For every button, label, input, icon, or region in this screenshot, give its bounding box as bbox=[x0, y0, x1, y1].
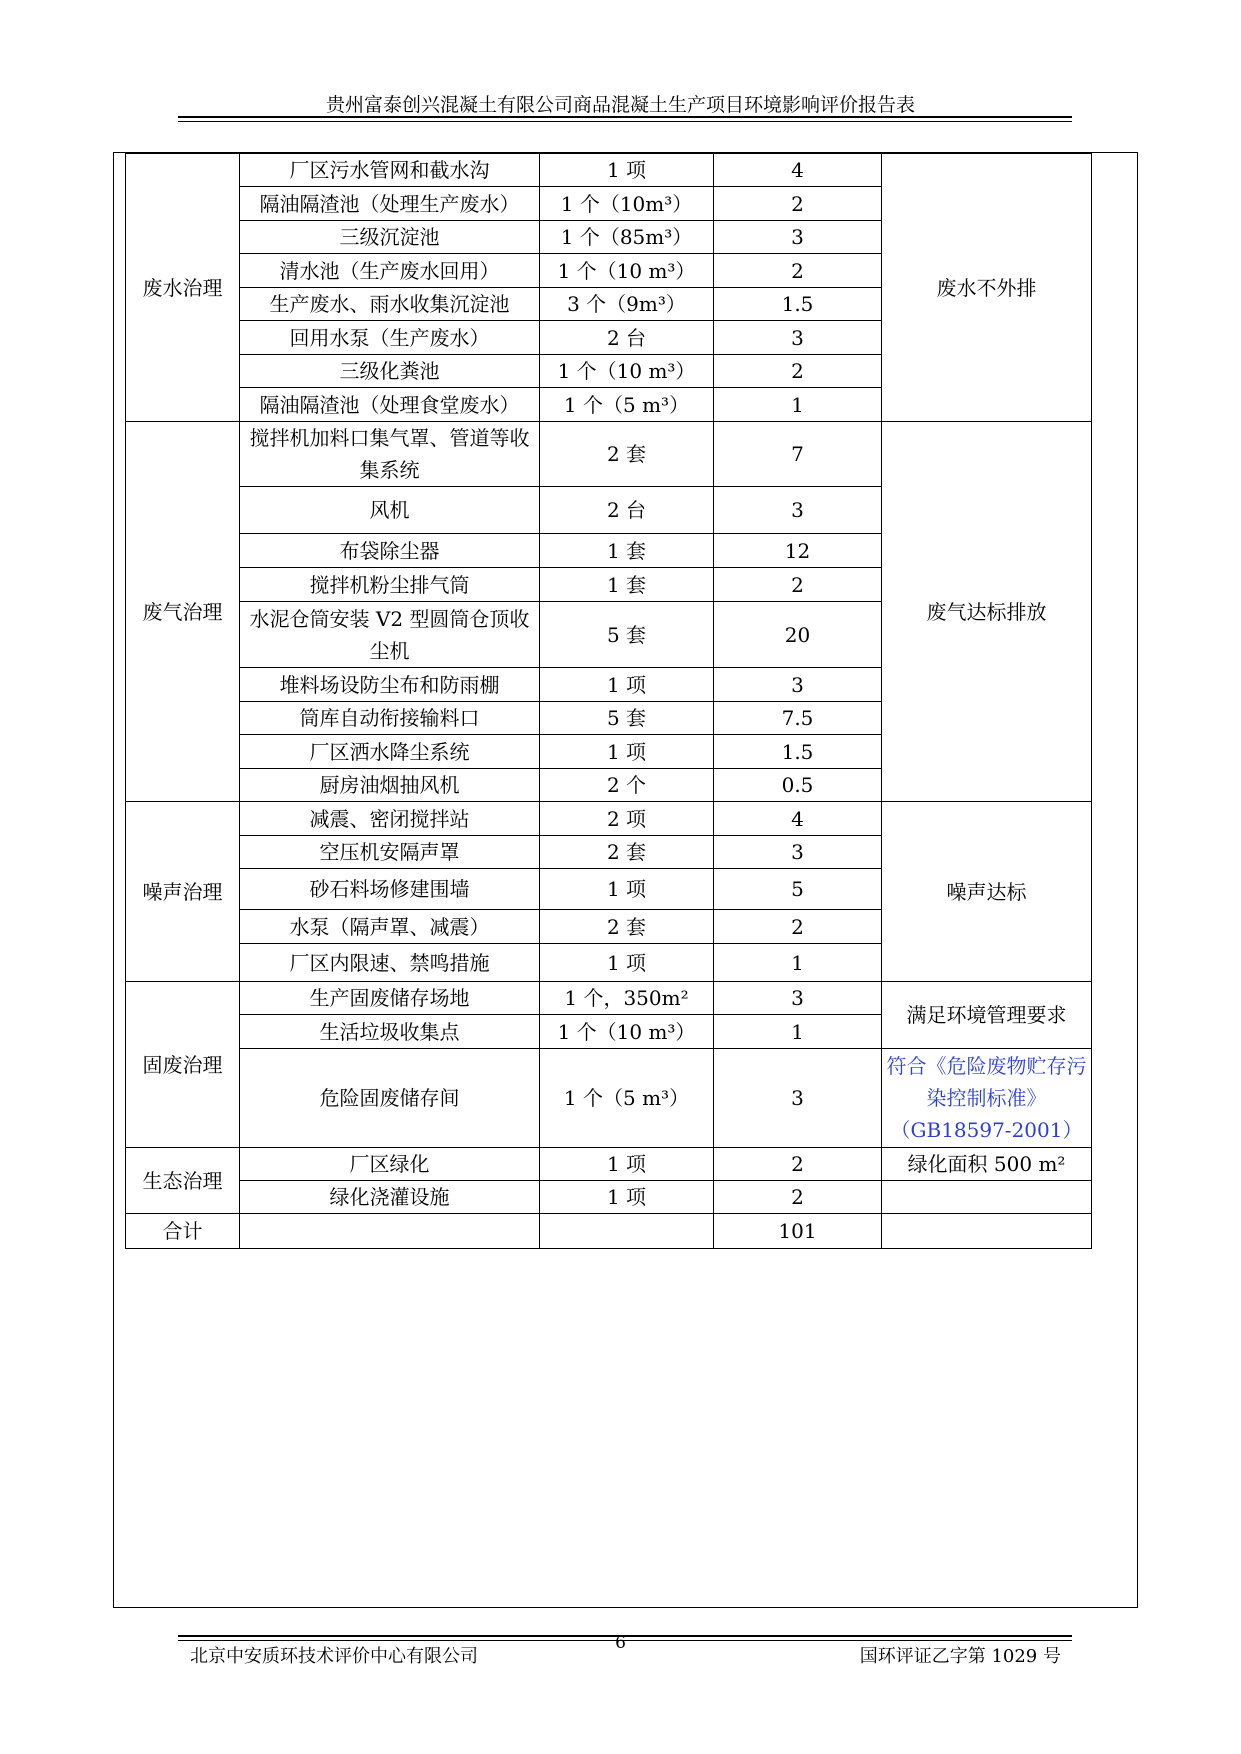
measure-cell: 生产固废储存场地 bbox=[240, 982, 540, 1015]
quantity-cell: 1 个（85m³） bbox=[540, 221, 714, 254]
measure-cell: 生活垃圾收集点 bbox=[240, 1015, 540, 1049]
measure-cell: 砂石料场修建围墙 bbox=[240, 869, 540, 910]
measure-cell: 水泵（隔声罩、减震） bbox=[240, 910, 540, 944]
total-row bbox=[126, 1214, 1092, 1249]
total-value: 101 bbox=[714, 1214, 882, 1249]
measure-cell: 隔油隔渣池（处理食堂废水） bbox=[240, 388, 540, 422]
investment-cell: 1 bbox=[714, 944, 882, 982]
quantity-cell: 1 个（10 m³） bbox=[540, 1015, 714, 1049]
investment-cell: 3 bbox=[714, 982, 882, 1015]
quantity-cell: 1 项 bbox=[540, 944, 714, 982]
measure-cell: 筒库自动衔接输料口 bbox=[240, 702, 540, 735]
footer-company: 北京中安质环技术评价中心有限公司 bbox=[190, 1646, 478, 1667]
category-cell: 废气治理 bbox=[126, 422, 240, 802]
quantity-cell: 1 套 bbox=[540, 568, 714, 602]
measure-cell: 风机 bbox=[240, 487, 540, 534]
table-row bbox=[126, 422, 1092, 487]
investment-cell: 2 bbox=[714, 254, 882, 288]
measure-cell: 隔油隔渣池（处理生产废水） bbox=[240, 187, 540, 221]
table-row bbox=[126, 1049, 1092, 1148]
investment-cell: 3 bbox=[714, 221, 882, 254]
quantity-cell: 1 个（10m³） bbox=[540, 187, 714, 221]
investment-cell: 3 bbox=[714, 487, 882, 534]
measure-cell: 三级化粪池 bbox=[240, 355, 540, 388]
measure-cell: 清水池（生产废水回用） bbox=[240, 254, 540, 288]
investment-cell: 7 bbox=[714, 422, 882, 487]
investment-cell: 0.5 bbox=[714, 769, 882, 802]
quantity-cell: 1 套 bbox=[540, 534, 714, 568]
quantity-cell: 1 项 bbox=[540, 1181, 714, 1214]
quantity-cell: 2 套 bbox=[540, 836, 714, 869]
measure-cell: 搅拌机粉尘排气筒 bbox=[240, 568, 540, 602]
measure-cell: 危险固废储存间 bbox=[240, 1049, 540, 1148]
measure-cell: 绿化浇灌设施 bbox=[240, 1181, 540, 1214]
quantity-cell: 1 项 bbox=[540, 154, 714, 187]
table-row bbox=[126, 802, 1092, 836]
quantity-cell: 1 项 bbox=[540, 869, 714, 910]
table-row bbox=[126, 1148, 1092, 1181]
header-rule-thin bbox=[178, 121, 1072, 122]
table-row bbox=[126, 982, 1092, 1015]
quantity-cell: 1 项 bbox=[540, 668, 714, 702]
measure-cell: 厨房油烟抽风机 bbox=[240, 769, 540, 802]
quantity-cell: 3 个（9m³） bbox=[540, 288, 714, 321]
investment-cell: 2 bbox=[714, 910, 882, 944]
measure-cell: 回用水泵（生产废水） bbox=[240, 321, 540, 355]
measure-cell: 布袋除尘器 bbox=[240, 534, 540, 568]
effect-cell: 满足环境管理要求 bbox=[882, 982, 1092, 1049]
category-cell: 生态治理 bbox=[126, 1148, 240, 1214]
table-row bbox=[126, 154, 1092, 187]
measure-cell: 三级沉淀池 bbox=[240, 221, 540, 254]
investment-cell: 2 bbox=[714, 355, 882, 388]
measure-cell: 搅拌机加料口集气罩、管道等收集系统 bbox=[240, 422, 540, 487]
investment-cell: 3 bbox=[714, 1049, 882, 1148]
investment-cell: 12 bbox=[714, 534, 882, 568]
investment-cell: 4 bbox=[714, 802, 882, 836]
investment-cell: 1.5 bbox=[714, 288, 882, 321]
empty-cell bbox=[540, 1214, 714, 1249]
header-rule bbox=[178, 116, 1072, 118]
quantity-cell: 1 个（5 m³） bbox=[540, 388, 714, 422]
quantity-cell: 5 套 bbox=[540, 602, 714, 668]
quantity-cell: 1 项 bbox=[540, 1148, 714, 1181]
measure-cell: 厂区绿化 bbox=[240, 1148, 540, 1181]
category-cell: 废水治理 bbox=[126, 154, 240, 422]
hazard-standard-link[interactable]: 符合《危险废物贮存污染控制标准》（GB18597-2001） bbox=[882, 1049, 1092, 1148]
quantity-cell: 5 套 bbox=[540, 702, 714, 735]
investment-table bbox=[125, 153, 1092, 1249]
category-cell: 噪声治理 bbox=[126, 802, 240, 982]
effect-cell: 绿化面积 500 m² bbox=[882, 1148, 1092, 1181]
investment-cell: 20 bbox=[714, 602, 882, 668]
measure-cell: 空压机安隔声罩 bbox=[240, 836, 540, 869]
quantity-cell: 2 项 bbox=[540, 802, 714, 836]
quantity-cell: 1 个（5 m³） bbox=[540, 1049, 714, 1148]
quantity-cell: 2 套 bbox=[540, 422, 714, 487]
page-header-title: 贵州富泰创兴混凝土有限公司商品混凝土生产项目环境影响评价报告表 bbox=[325, 94, 915, 116]
quantity-cell: 2 个 bbox=[540, 769, 714, 802]
investment-cell: 4 bbox=[714, 154, 882, 187]
page-number: 6 bbox=[615, 1633, 626, 1653]
investment-cell: 3 bbox=[714, 668, 882, 702]
measure-cell: 厂区洒水降尘系统 bbox=[240, 735, 540, 769]
investment-cell: 7.5 bbox=[714, 702, 882, 735]
table-row bbox=[126, 1181, 1092, 1214]
investment-cell: 2 bbox=[714, 187, 882, 221]
measure-cell: 减震、密闭搅拌站 bbox=[240, 802, 540, 836]
investment-cell: 2 bbox=[714, 1148, 882, 1181]
investment-cell: 3 bbox=[714, 321, 882, 355]
quantity-cell: 2 套 bbox=[540, 910, 714, 944]
measure-cell: 生产废水、雨水收集沉淀池 bbox=[240, 288, 540, 321]
investment-cell: 3 bbox=[714, 836, 882, 869]
quantity-cell: 2 台 bbox=[540, 487, 714, 534]
quantity-cell: 2 台 bbox=[540, 321, 714, 355]
effect-cell-empty bbox=[882, 1181, 1092, 1214]
effect-cell: 废水不外排 bbox=[882, 154, 1092, 422]
investment-cell: 5 bbox=[714, 869, 882, 910]
category-cell: 固废治理 bbox=[126, 982, 240, 1148]
effect-cell: 废气达标排放 bbox=[882, 422, 1092, 802]
investment-cell: 1 bbox=[714, 388, 882, 422]
empty-cell bbox=[882, 1214, 1092, 1249]
investment-cell: 2 bbox=[714, 1181, 882, 1214]
quantity-cell: 1 个（10 m³） bbox=[540, 355, 714, 388]
investment-cell: 1.5 bbox=[714, 735, 882, 769]
measure-cell: 厂区污水管网和截水沟 bbox=[240, 154, 540, 187]
investment-cell: 2 bbox=[714, 568, 882, 602]
measure-cell: 水泥仓筒安装 V2 型圆筒仓顶收尘机 bbox=[240, 602, 540, 668]
measure-cell: 厂区内限速、禁鸣措施 bbox=[240, 944, 540, 982]
quantity-cell: 1 个，350m² bbox=[540, 982, 714, 1015]
quantity-cell: 1 项 bbox=[540, 735, 714, 769]
effect-cell: 噪声达标 bbox=[882, 802, 1092, 982]
measure-cell: 堆料场设防尘布和防雨棚 bbox=[240, 668, 540, 702]
empty-cell bbox=[240, 1214, 540, 1249]
footer-certificate: 国环评证乙字第 1029 号 bbox=[859, 1646, 1061, 1667]
quantity-cell: 1 个（10 m³） bbox=[540, 254, 714, 288]
total-label: 合计 bbox=[126, 1214, 240, 1249]
investment-cell: 1 bbox=[714, 1015, 882, 1049]
